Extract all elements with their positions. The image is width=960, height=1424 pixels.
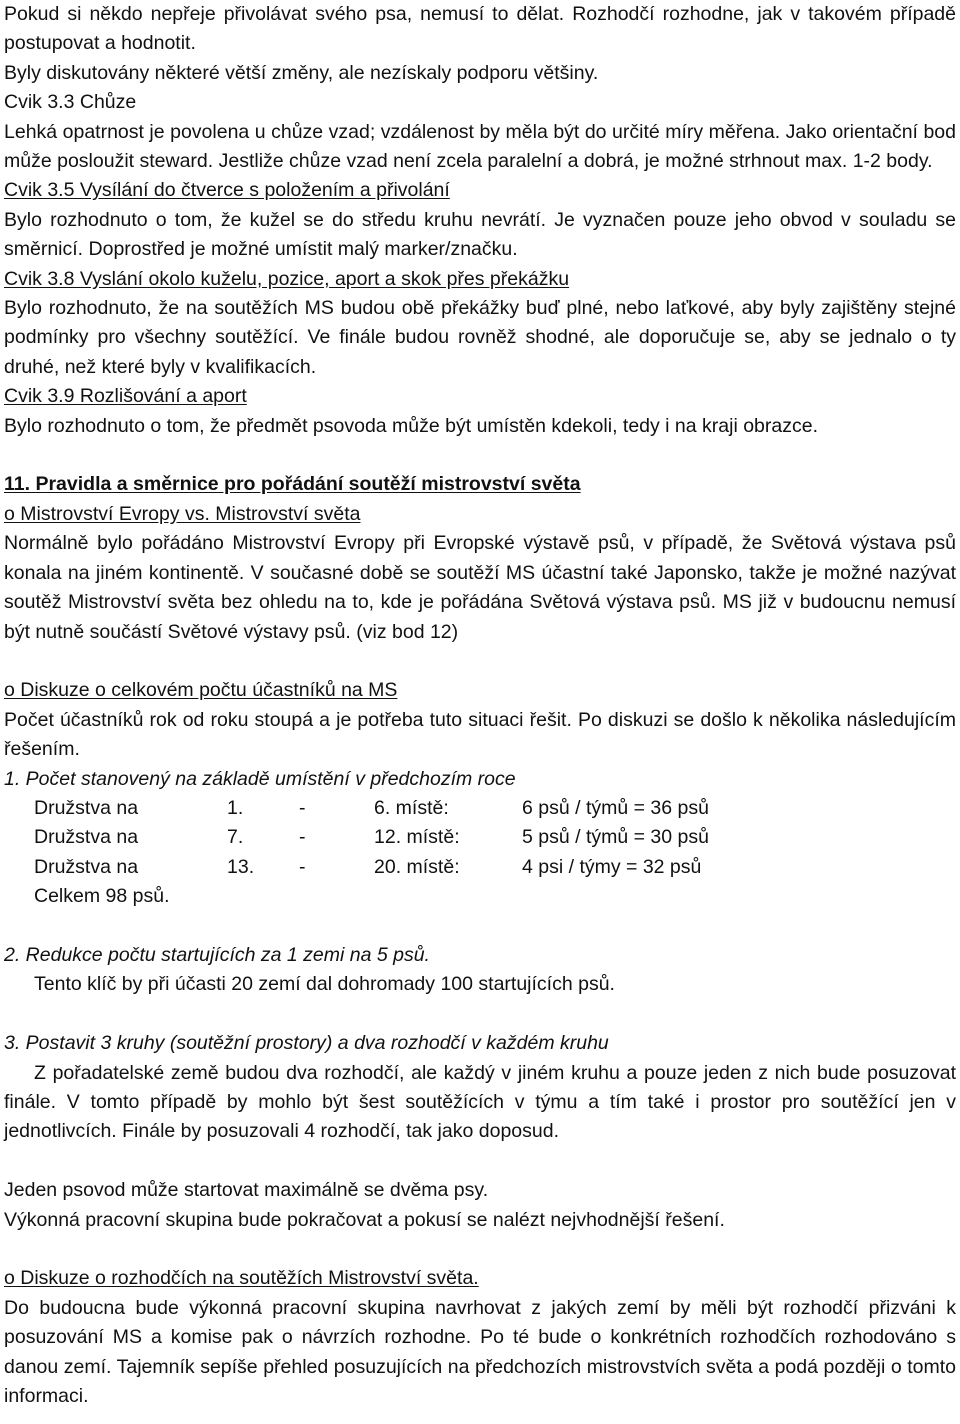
- option-2-text: Tento klíč by při účasti 20 zemí dal dohromady 100 startujících psů.: [34, 973, 615, 996]
- option-1-heading: 1. Počet stanovený na základě umístění v předchozím roce: [4, 767, 516, 790]
- bullet-heading-judges: o Diskuze o rozhodčích na soutěžích Mistrovství světa.: [4, 1267, 479, 1290]
- table-cell: -: [299, 826, 306, 849]
- table-row: [4, 823, 956, 852]
- table-cell: 7.: [227, 826, 244, 849]
- bullet-heading-participants: o Diskuze o celkovém počtu účastníků na MS: [4, 679, 398, 702]
- table-cell: 6. místě:: [374, 796, 449, 819]
- paragraph-changes: Byly diskutovány některé větší změny, ale nezískaly podporu většiny.: [4, 61, 599, 84]
- heading-exercise-3-9: Cvik 3.9 Rozlišování a aport: [4, 385, 247, 408]
- table-cell: -: [299, 855, 306, 878]
- table-cell: Družstva na: [34, 796, 139, 819]
- bullet-heading-ec-vs-wc: o Mistrovství Evropy vs. Mistrovství světa: [4, 502, 361, 525]
- paragraph-participants: Počet účastníků rok od roku stoupá a je potřeba tuto situaci řešit. Po diskuzi se došlo k několika následujícím řešením.: [4, 708, 956, 761]
- table-cell: 1.: [227, 796, 244, 819]
- spacer: [4, 441, 956, 470]
- paragraph-exercise-3-3: Lehká opatrnost je povolena u chůze vzad; vzdálenost by měla být do určité míry měřena. Jako orientační bod může posloužit steward. Jestliže chůze vzad není zcela paralelní a dobrá, je možné strhnout max. 1-2 body.: [4, 120, 956, 173]
- spacer: [4, 1235, 956, 1264]
- table-cell: 12. místě:: [374, 826, 460, 849]
- paragraph-judges: Do budoucna bude výkonná pracovní skupina navrhovat z jakých zemí by měli být rozhodčí přizváni k posuzování MS a komise pak o návrzích rozhodne. Po té bude o konkrétních rozhodčích rozhodováno s danou zemí. Tajemník sepíše přehled posuzujících na předchozích mistrovstvích světa a podá později o tomto informaci.: [4, 1296, 956, 1407]
- table-cell: 4 psi / týmy = 32 psů: [522, 855, 702, 878]
- option-2-heading: 2. Redukce počtu startujících za 1 zemi na 5 psů.: [4, 943, 430, 966]
- table-cell: 5 psů / týmů = 30 psů: [522, 826, 709, 849]
- total-line: Celkem 98 psů.: [34, 885, 170, 908]
- option-3-text: Z pořadatelské země budou dva rozhodčí, ale každý v jiném kruhu a pouze jeden z nich bude posuzovat finále. V tomto případě by mohlo být šest soutěžících v týmu a tím také i prostor pro soutěžící jen v jednotlivcích. Finále by posuzovali 4 rozhodčí, tak jako doposud.: [4, 1061, 956, 1143]
- table-cell: 6 psů / týmů = 36 psů: [522, 796, 709, 819]
- teams-table: [4, 794, 956, 882]
- table-cell: Družstva na: [34, 826, 139, 849]
- spacer: [4, 1147, 956, 1176]
- paragraph-exercise-3-5: Bylo rozhodnuto o tom, že kužel se do středu kruhu nevrátí. Je vyznačen pouze jeho obvod v souladu se směrnicí. Doprostřed je možné umístit malý marker/značku.: [4, 208, 956, 261]
- table-cell: 13.: [227, 855, 255, 878]
- spacer: [4, 1000, 956, 1029]
- spacer: [4, 912, 956, 941]
- paragraph-exercise-3-8: Bylo rozhodnuto, že na soutěžích MS budou obě překážky buď plné, nebo laťkové, aby byly zajištěny stejné podmínky pro všechny soutěžící. Ve finále budou rovněž shodné, ale doporučuje se, aby se jednalo o ty druhé, než které byly v kvalifikacích.: [4, 297, 956, 378]
- heading-exercise-3-5: Cvik 3.5 Vysílání do čtverce s položením a přivolání: [4, 179, 450, 202]
- table-row: [4, 853, 956, 882]
- paragraph-recall: Pokud si někdo nepřeje přivolávat svého psa, nemusí to dělat. Rozhodčí rozhodne, jak v takovém případě postupovat a hodnotit.: [4, 3, 956, 55]
- heading-exercise-3-3: Cvik 3.3 Chůze: [4, 91, 137, 114]
- heading-exercise-3-8: Cvik 3.8 Vyslání okolo kuželu, pozice, aport a skok přes překážku: [4, 267, 570, 290]
- paragraph-working-group: Výkonná pracovní skupina bude pokračovat a pokusí se nalézt nejvhodnější řešení.: [4, 1208, 725, 1231]
- paragraph-exercise-3-9: Bylo rozhodnuto o tom, že předmět psovoda může být umístěn kdekoli, tedy i na kraji obrazce.: [4, 414, 819, 437]
- paragraph-ec-vs-wc: Normálně bylo pořádáno Mistrovství Evropy při Evropské výstavě psů, v případě, že Světová výstava psů konala na jiném kontinentě. V současné době se soutěží MS účastní také Japonsko, takže je možné nazývat soutěž Mistrovství světa bez ohledu na to, kde je pořádána Světová výstava psů. MS již v budoucnu nemusí být nutně součástí Světové výstavy psů. (viz bod 12): [4, 532, 956, 643]
- paragraph-handler-limit: Jeden psovod může startovat maximálně se dvěma psy.: [4, 1179, 489, 1202]
- table-cell: Družstva na: [34, 855, 139, 878]
- option-3-heading: 3. Postavit 3 kruhy (soutěžní prostory) a dva rozhodčí v každém kruhu: [4, 1032, 609, 1055]
- table-cell: -: [299, 796, 306, 819]
- table-cell: 20. místě:: [374, 855, 460, 878]
- table-row: [4, 794, 956, 823]
- section-title-11: 11. Pravidla a směrnice pro pořádání soutěží mistrovství světa: [4, 473, 581, 496]
- spacer: [4, 647, 956, 676]
